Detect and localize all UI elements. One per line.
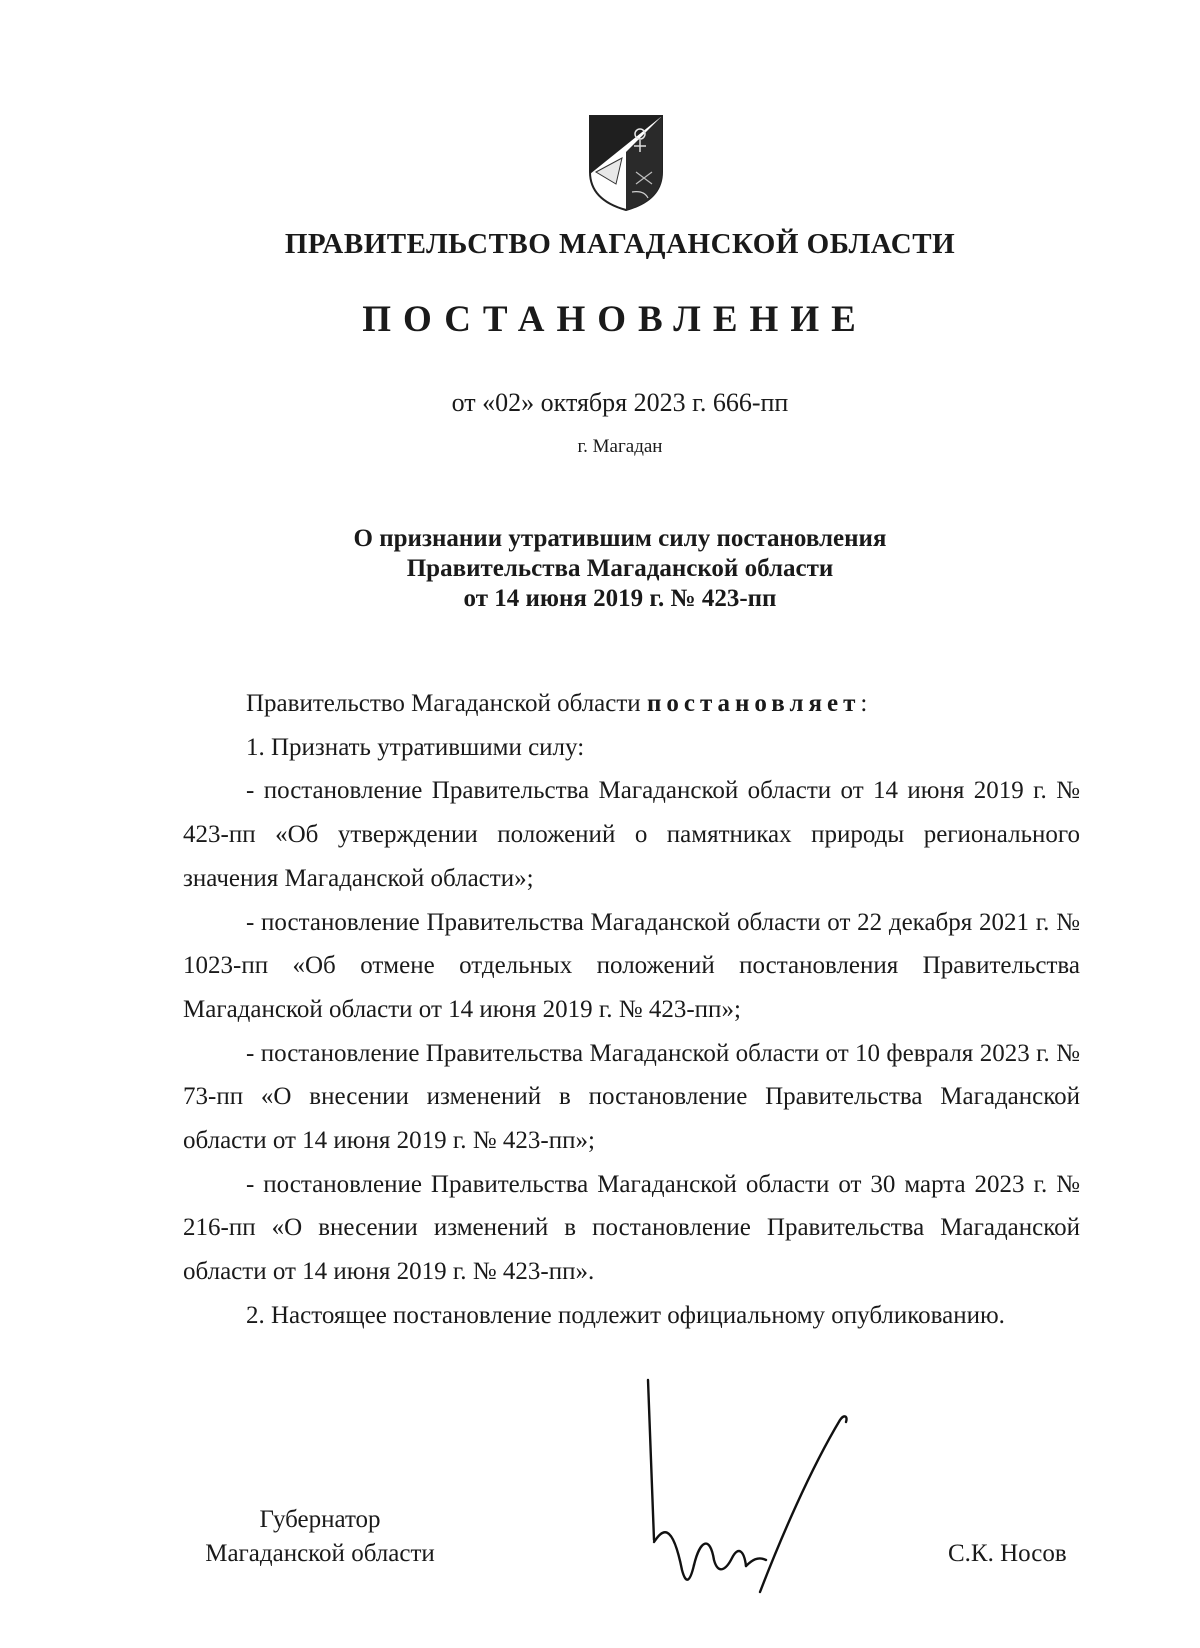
sub-item-1: - постановление Правительства Магаданской области от 14 июня 2019 г. № 423-пп «Об утверждении положений о памятниках природы регионального значения Магаданской области»; xyxy=(183,777,1080,892)
document-type-heading: ПОСТАНОВЛЕНИЕ xyxy=(362,299,868,340)
handwritten-signature xyxy=(640,1370,880,1610)
document-body xyxy=(183,682,1080,1338)
preamble-text: Правительство Магаданской области xyxy=(246,690,641,717)
subject-line-1: О признании утратившим силу постановления xyxy=(353,525,887,552)
document-date-number: от «02» октября 2023 г. 666-пп xyxy=(451,388,789,417)
document-subject xyxy=(0,524,1200,614)
item-1: 1. Признать утратившими силу: xyxy=(246,733,585,761)
magadan-coat-of-arms-icon xyxy=(586,112,666,212)
signatory-name: С.К. Носов xyxy=(948,1540,1067,1567)
preamble-verb: постановляет xyxy=(646,690,861,717)
item-2: 2. Настоящее постановление подлежит официальному опубликованию. xyxy=(246,1301,1005,1329)
document-place: г. Магадан xyxy=(577,436,663,457)
sub-item-2: - постановление Правительства Магаданской области от 22 декабря 2021 г. № 1023-пп «Об отмене отдельных положений постановления Правительства Магаданской области от 14 июня 2019 г. № 423-пп»; xyxy=(183,908,1080,1023)
preamble-colon: : xyxy=(860,690,868,717)
signatory-title-line-2: Магаданской области xyxy=(205,1540,435,1567)
sub-item-3: - постановление Правительства Магаданской области от 10 февраля 2023 г. № 73-пп «О внесении изменений в постановление Правительства Магаданской области от 14 июня 2019 г. № 423-пп»; xyxy=(183,1039,1080,1155)
subject-line-3: от 14 июня 2019 г. № 423-пп xyxy=(463,585,777,612)
preamble-paragraph xyxy=(183,682,1080,726)
signatory-title-line-1: Губернатор xyxy=(259,1506,381,1533)
sub-item-4: - постановление Правительства Магаданской области от 30 марта 2023 г. № 216-пп «О внесении изменений в постановление Правительства Магаданской области от 14 июня 2019 г. № 423-пп». xyxy=(183,1170,1080,1286)
government-title: ПРАВИТЕЛЬСТВО МАГАДАНСКОЙ ОБЛАСТИ xyxy=(284,228,956,260)
signatory-title xyxy=(185,1503,455,1571)
subject-line-2: Правительства Магаданской области xyxy=(406,555,834,582)
